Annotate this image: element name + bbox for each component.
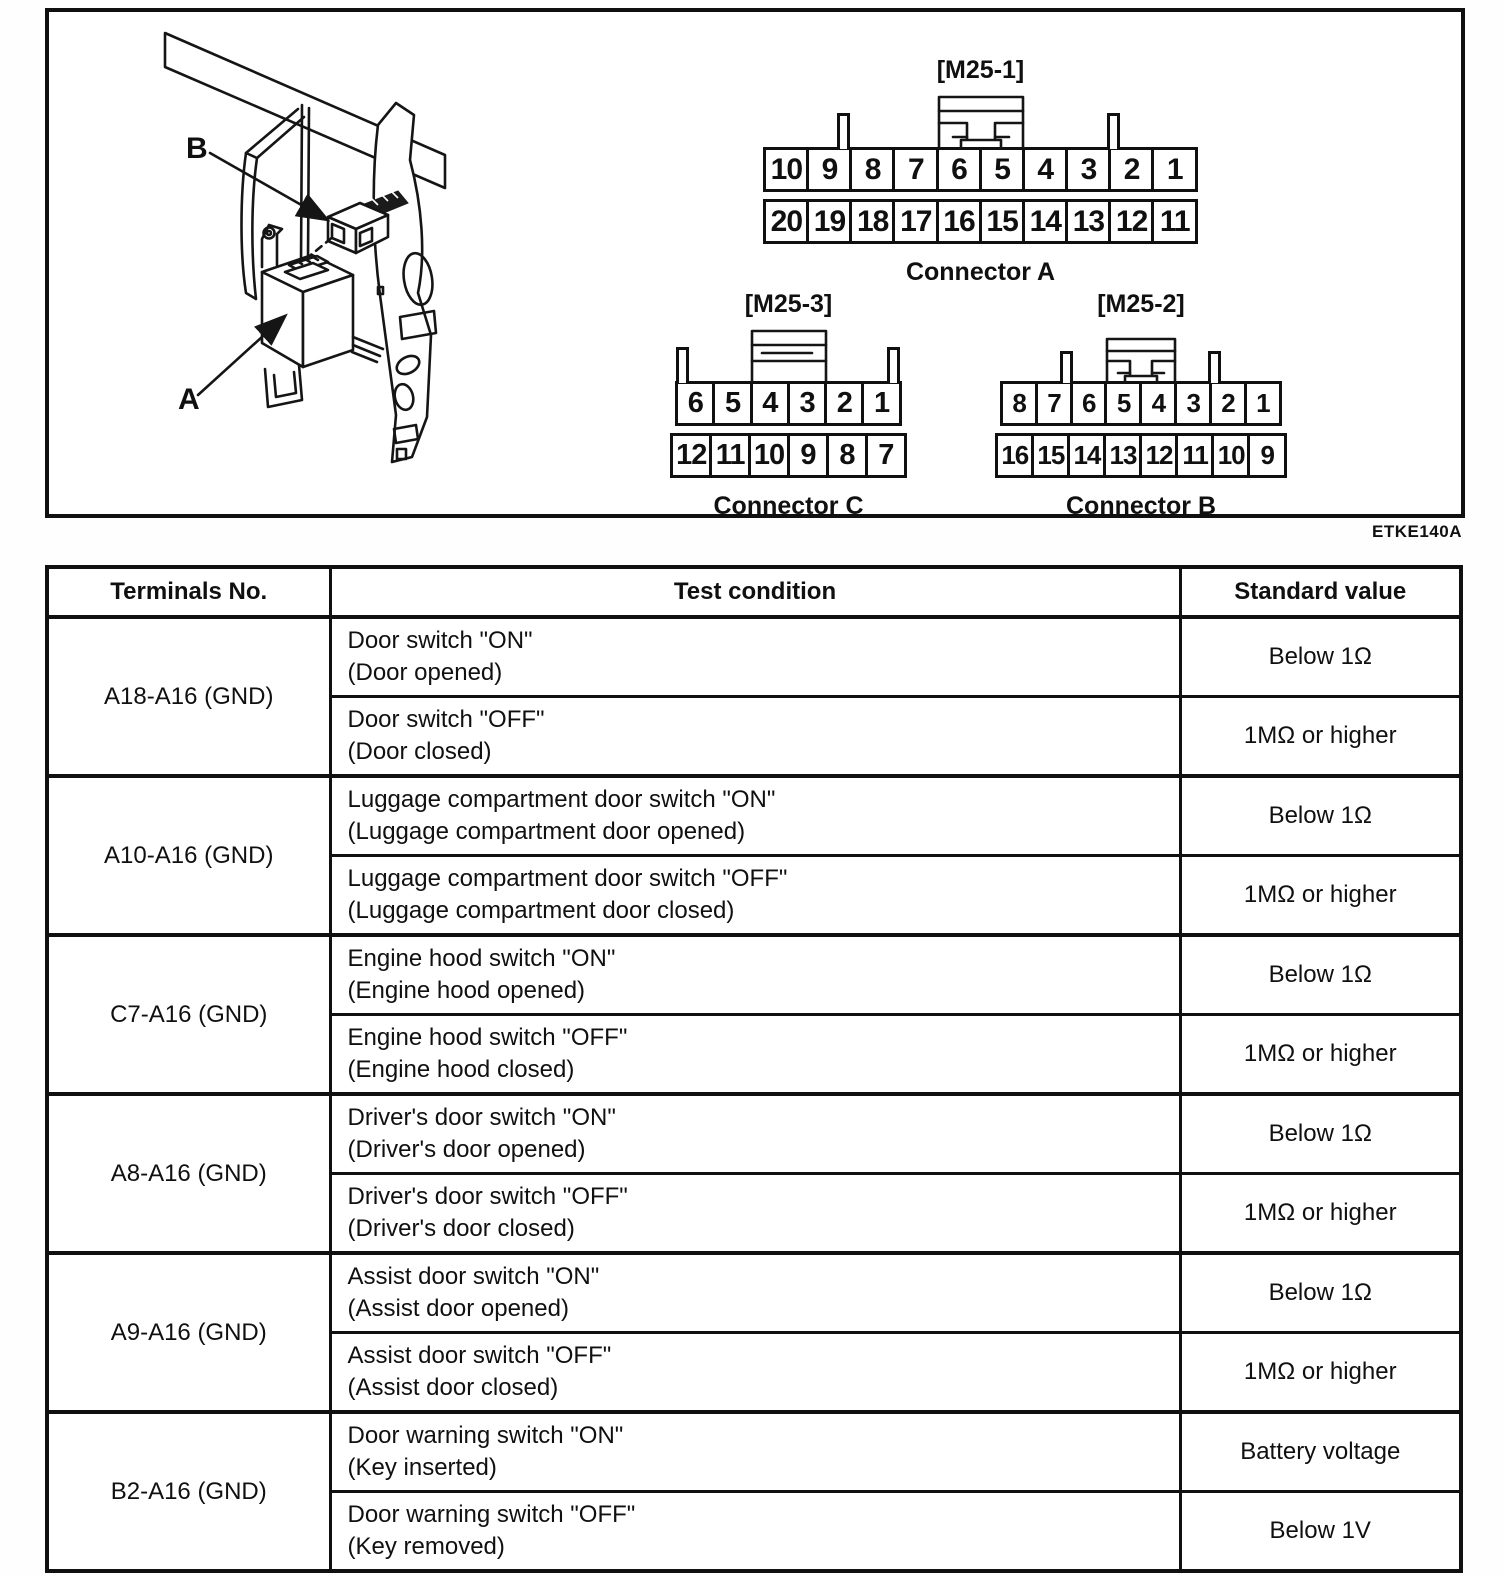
table-header-row (47, 567, 1461, 617)
condition-line1: Engine hood switch "OFF" (347, 1024, 628, 1051)
condition-cell (330, 1333, 1180, 1413)
connector-c-bottom-row (670, 433, 907, 478)
connector-c-pin-cell: 1 (861, 381, 902, 426)
connector-b-pin-cell: 5 (1104, 381, 1142, 426)
condition-line1: Door warning switch "OFF" (347, 1501, 636, 1528)
connector-c-pin-cell: 3 (787, 381, 828, 426)
connector-a-pin-cell: 8 (849, 147, 896, 192)
value-cell: Below 1Ω (1180, 617, 1461, 697)
connector-a-pin-cell: 7 (892, 147, 939, 192)
condition-cell (330, 1253, 1180, 1333)
connector-a-pin-cell: 13 (1065, 199, 1112, 244)
terminals-cell: A10-A16 (GND) (47, 776, 330, 935)
connector-a-bottom-row (763, 199, 1198, 244)
part-label-b: B (186, 132, 208, 165)
connector-c-lock-tab-icon (887, 347, 900, 383)
connector-a-pin-cell: 18 (849, 199, 896, 244)
condition-line2: (Door closed) (347, 738, 492, 765)
condition-line1: Engine hood switch "ON" (347, 945, 616, 972)
connector-c-pin-cell: 2 (824, 381, 865, 426)
vehicle-pillar-illustration (150, 25, 450, 500)
connector-a-pin-cell: 14 (1022, 199, 1069, 244)
connector-b-pin-cell: 12 (1139, 433, 1179, 478)
connector-c-diagram (675, 289, 902, 521)
condition-cell (330, 776, 1180, 856)
condition-line1: Door switch "OFF" (347, 706, 545, 733)
connector-b-diagram (1000, 289, 1282, 521)
connector-b-pin-cell: 1 (1244, 381, 1282, 426)
figure-panel (45, 8, 1465, 518)
condition-line1: Driver's door switch "OFF" (347, 1183, 628, 1210)
condition-line2: (Engine hood closed) (347, 1056, 575, 1083)
condition-line2: (Assist door opened) (347, 1295, 569, 1322)
connector-a-pin-cell: 1 (1151, 147, 1198, 192)
value-cell: Below 1Ω (1180, 935, 1461, 1015)
connector-a-pin-cell: 19 (806, 199, 853, 244)
value-cell: 1MΩ or higher (1180, 856, 1461, 936)
connector-b-housing-top (1000, 325, 1282, 381)
value-cell: Battery voltage (1180, 1412, 1461, 1492)
connector-c-pin-cell: 5 (712, 381, 753, 426)
terminal-spec-table (45, 565, 1463, 1573)
condition-cell (330, 697, 1180, 777)
terminals-cell: A8-A16 (GND) (47, 1094, 330, 1253)
frame-top-line (246, 109, 304, 158)
harness-line (352, 337, 383, 362)
condition-line2: (Luggage compartment door opened) (347, 818, 746, 845)
connector-c-pin-cell: 8 (826, 433, 868, 478)
connector-b-pin-cell: 11 (1175, 433, 1215, 478)
lower-strap-line (265, 365, 302, 407)
connector-a-pin-cell: 17 (892, 199, 939, 244)
eyelet-hole-inner (267, 231, 271, 235)
connector-b-lock-tab-icon (1060, 351, 1073, 383)
connector-c-pin-cell: 7 (865, 433, 907, 478)
condition-cell (330, 1492, 1180, 1572)
connector-c-top-row (675, 381, 902, 426)
connector-b-pin-cell: 8 (1000, 381, 1038, 426)
connector-b-pin-cell: 4 (1139, 381, 1177, 426)
connector-a-pin-cell: 3 (1065, 147, 1112, 192)
connector-b-pin-cell: 6 (1070, 381, 1108, 426)
connector-b-pin-cell: 15 (1031, 433, 1071, 478)
connector-a-lock-tab-icon (837, 113, 850, 149)
condition-line2: (Driver's door opened) (347, 1136, 586, 1163)
col-header-terminals: Terminals No. (47, 567, 330, 617)
connector-a-pin-cell: 16 (936, 199, 983, 244)
connector-c-pin-cell: 10 (748, 433, 790, 478)
connector-a-latch-icon (935, 93, 1027, 149)
connector-c-lock-tab-icon (676, 347, 689, 383)
value-cell: 1MΩ or higher (1180, 697, 1461, 777)
condition-line2: (Engine hood opened) (347, 977, 586, 1004)
condition-line1: Assist door switch "ON" (347, 1263, 600, 1290)
connector-c-pin-cell: 4 (750, 381, 791, 426)
connector-a-pin-cell: 20 (763, 199, 810, 244)
value-cell: 1MΩ or higher (1180, 1174, 1461, 1254)
connector-b-caption: Connector B (1066, 492, 1216, 520)
connector-b-lock-tab-icon (1208, 351, 1221, 383)
condition-cell (330, 1174, 1180, 1254)
condition-cell (330, 1412, 1180, 1492)
condition-cell (330, 856, 1180, 936)
connector-b-pin-cell: 10 (1211, 433, 1251, 478)
connector-b-pin-cell: 16 (995, 433, 1035, 478)
connector-a-pin-cell: 4 (1022, 147, 1069, 192)
condition-line1: Door switch "ON" (347, 627, 533, 654)
condition-line2: (Key inserted) (347, 1454, 497, 1481)
connector-a-pin-cell: 12 (1108, 199, 1155, 244)
connector-c-housing-top (675, 325, 902, 381)
condition-line2: (Luggage compartment door closed) (347, 897, 735, 924)
condition-line1: Luggage compartment door switch "ON" (347, 786, 776, 813)
condition-line2: (Assist door closed) (347, 1374, 559, 1401)
connector-a-pin-cell: 6 (936, 147, 983, 192)
col-header-condition: Test condition (330, 567, 1180, 617)
terminals-cell: A18-A16 (GND) (47, 617, 330, 776)
condition-cell (330, 935, 1180, 1015)
condition-line1: Driver's door switch "ON" (347, 1104, 616, 1131)
terminals-cell: C7-A16 (GND) (47, 935, 330, 1094)
connector-a-caption: Connector A (905, 258, 1056, 286)
connector-b-pin-cell: 3 (1174, 381, 1212, 426)
connector-c-pin-cell: 6 (675, 381, 716, 426)
part-label-a: A (178, 383, 200, 416)
condition-line1: Luggage compartment door switch "OFF" (347, 865, 788, 892)
connector-b-pin-cell: 13 (1103, 433, 1143, 478)
connector-b-pin-cell: 14 (1067, 433, 1107, 478)
connector-c-pin-cell: 12 (670, 433, 712, 478)
connector-c-caption: Connector C (713, 492, 864, 520)
connector-a-pin-cell: 9 (806, 147, 853, 192)
value-cell: 1MΩ or higher (1180, 1015, 1461, 1095)
condition-cell (330, 1094, 1180, 1174)
connector-a-pin-cell: 5 (979, 147, 1026, 192)
connector-a-lock-tab-icon (1107, 113, 1120, 149)
connector-b-pin-cell: 9 (1247, 433, 1287, 478)
table-row (47, 617, 1461, 697)
connector-a-housing-top (763, 91, 1198, 147)
condition-cell (330, 1015, 1180, 1095)
figure-code: ETKE140A (1372, 522, 1462, 541)
connector-b-ref: [M25-2] (1097, 290, 1185, 318)
table-row (47, 776, 1461, 856)
value-cell: Below 1V (1180, 1492, 1461, 1572)
connector-c-latch-icon (748, 327, 830, 383)
condition-line1: Door warning switch "ON" (347, 1422, 624, 1449)
condition-line2: (Door opened) (347, 659, 503, 686)
connector-b-top-row (1000, 381, 1282, 426)
connector-c-pin-cell: 9 (787, 433, 829, 478)
connector-b-bottom-row (995, 433, 1287, 478)
condition-line2: (Driver's door closed) (347, 1215, 575, 1242)
condition-line2: (Key removed) (347, 1533, 505, 1560)
connector-c-pin-cell: 11 (709, 433, 751, 478)
table-row (47, 1094, 1461, 1174)
value-cell: 1MΩ or higher (1180, 1333, 1461, 1413)
connector-a-pin-cell: 15 (979, 199, 1026, 244)
value-cell: Below 1Ω (1180, 1253, 1461, 1333)
condition-cell (330, 617, 1180, 697)
table-row (47, 935, 1461, 1015)
connector-a-ref: [M25-1] (936, 56, 1025, 84)
value-cell: Below 1Ω (1180, 1094, 1461, 1174)
connector-a-diagram (763, 55, 1198, 287)
connector-c-ref: [M25-3] (744, 290, 833, 318)
module-side (303, 275, 353, 367)
connector-b-pin-cell: 7 (1035, 381, 1073, 426)
connector-b-latch-icon (1103, 335, 1179, 383)
terminals-cell: B2-A16 (GND) (47, 1412, 330, 1571)
terminals-cell: A9-A16 (GND) (47, 1253, 330, 1412)
callout-arrow-a (198, 317, 284, 395)
connector-b-pin-cell: 2 (1209, 381, 1247, 426)
table-row (47, 1412, 1461, 1492)
condition-line1: Assist door switch "OFF" (347, 1342, 612, 1369)
connector-a-top-row (763, 147, 1198, 192)
connector-a-pin-cell: 11 (1151, 199, 1198, 244)
connector-a-pin-cell: 2 (1108, 147, 1155, 192)
col-header-value: Standard value (1180, 567, 1461, 617)
connector-a-pin-cell: 10 (763, 147, 810, 192)
value-cell: Below 1Ω (1180, 776, 1461, 856)
table-row (47, 1253, 1461, 1333)
